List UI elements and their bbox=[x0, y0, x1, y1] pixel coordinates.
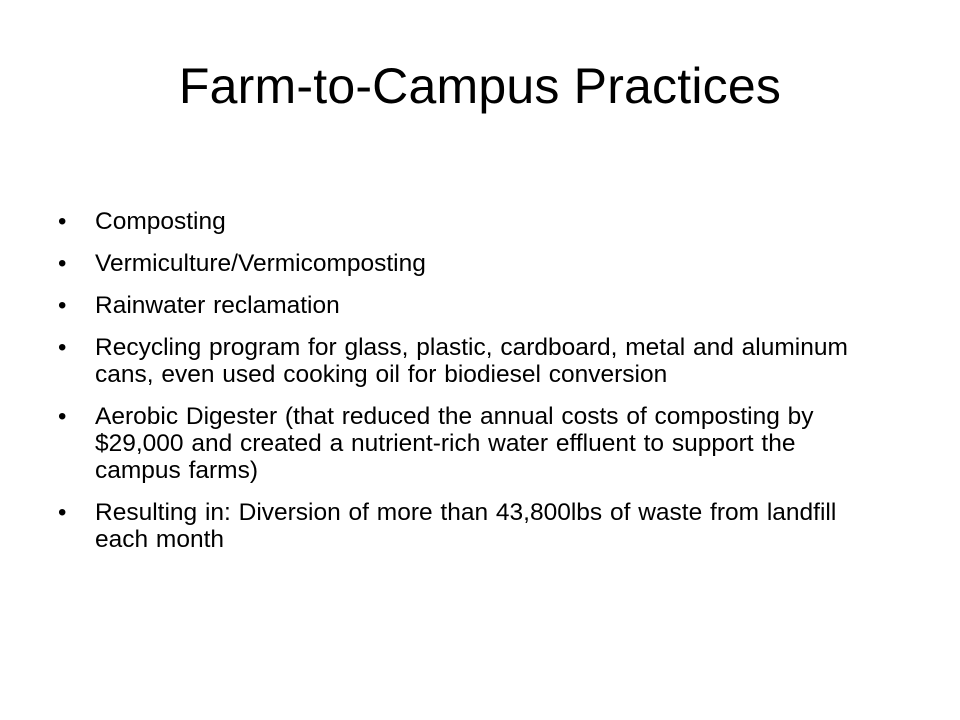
bullet-list bbox=[58, 208, 870, 568]
bullet-waste-diversion-result: • Resulting in: Diversion of more than 43,800lbs of waste from landfill each month bbox=[58, 499, 870, 553]
bullet-vermiculture: • Vermiculture/Vermicomposting bbox=[58, 250, 870, 277]
bullet-aerobic-digester: • Aerobic Digester (that reduced the annual costs of composting by $29,000 and created a nutrient-rich water effluent to support the campus farms) bbox=[58, 403, 870, 484]
bullet-recycling-program: • Recycling program for glass, plastic, cardboard, metal and aluminum cans, even used cooking oil for biodiesel conversion bbox=[58, 334, 870, 388]
slide-title: Farm-to-Campus Practices bbox=[178, 58, 782, 114]
bullet-rainwater-reclamation: • Rainwater reclamation bbox=[58, 292, 870, 319]
bullet-composting: • Composting bbox=[58, 208, 870, 235]
